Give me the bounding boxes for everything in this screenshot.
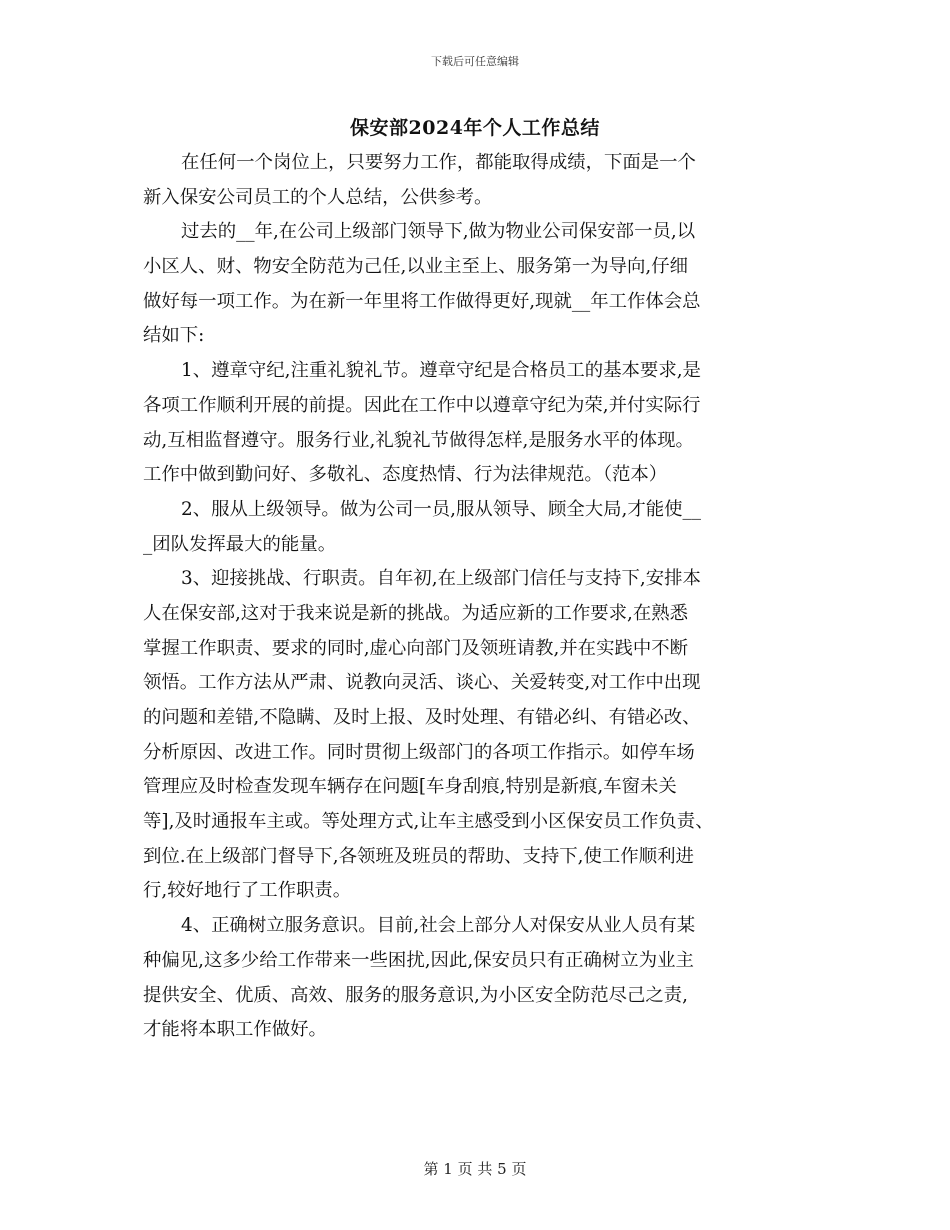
- text-line: 人在保安部,这对于我来说是新的挑战。为适应新的工作要求,在熟悉: [143, 602, 689, 624]
- document-body: [143, 146, 813, 1048]
- text-line: 2、服从上级领导。做为公司一员,服从领导、顾全大局,才能使__: [181, 498, 701, 520]
- text-line: 小区人、财、物安全防范为己任,以业主至上、服务第一为导向,仔细: [143, 256, 689, 278]
- text-line: 分析原因、改进工作。同时贯彻上级部门的各项工作指示。如停车场: [143, 741, 695, 763]
- text-line: 4、正确树立服务意识。目前,社会上部分人对保安从业人员有某: [181, 915, 696, 937]
- page-number: 第 1 页 共 5 页: [423, 1160, 527, 1178]
- text-line: 种偏见,这多少给工作带来一些困扰,因此,保安员只有正确树立为业主: [143, 949, 694, 971]
- text-line: 结如下:: [143, 325, 205, 347]
- text-line: 行,较好地行了工作职责。: [143, 880, 352, 902]
- text-line: 3、迎接挑战、行职责。自年初,在上级部门信任与支持下,安排本: [181, 568, 701, 590]
- text-line: 才能将本职工作做好。: [143, 1019, 327, 1041]
- text-line: _团队发挥最大的能量。: [143, 533, 337, 555]
- text-line: 动,互相监督遵守。服务行业,礼貌礼节做得怎样,是服务水平的体现。: [143, 429, 694, 451]
- text-line: 的问题和差错,不隐瞒、及时上报、及时处理、有错必纠、有错必改、: [143, 707, 701, 728]
- text-line: 领悟。工作方法从严肃、说教向灵活、谈心、关爱转变,对工作中出现: [143, 672, 701, 694]
- text-line: 1、遵章守纪,注重礼貌礼节。遵章守纪是合格员工的基本要求,是: [181, 360, 701, 382]
- text-line: 管理应及时检查发现车辆存在问题[车身刮痕,特别是新痕,车窗未关: [143, 776, 677, 798]
- text-line: 新入保安公司员工的个人总结，公供参考。: [143, 186, 493, 208]
- text-line: 提供安全、优质、高效、服务的服务意识,为小区安全防范尽己之责,: [143, 984, 689, 1006]
- text-line: 过去的__年,在公司上级部门领导下,做为物业公司保安部一员,以: [181, 221, 696, 243]
- text-line: 掌握工作职责、要求的同时,虚心向部门及领班请教,并在实践中不断: [143, 637, 689, 659]
- document-title: 保安部2024年个人工作总结: [350, 117, 600, 139]
- text-line: 各项工作顺利开展的前提。因此在工作中以遵章守纪为荣,并付实际行: [143, 394, 701, 416]
- text-line: 工作中做到勤问好、多敬礼、态度热情、行为法律规范。（范本）: [143, 464, 668, 486]
- text-line: 等],及时通报车主或。等处理方式,让车主感受到小区保安员工作负责、: [143, 811, 714, 833]
- text-line: 到位.在上级部门督导下,各领班及班员的帮助、支持下,使工作顺利进: [143, 845, 694, 867]
- text-line: 做好每一项工作。为在新一年里将工作做得更好,现就__年工作体会总: [143, 290, 701, 312]
- header-note: 下载后可任意编辑: [431, 55, 519, 68]
- text-line: 在任何一个岗位上，只要努力工作，都能取得成绩，下面是一个: [181, 152, 696, 173]
